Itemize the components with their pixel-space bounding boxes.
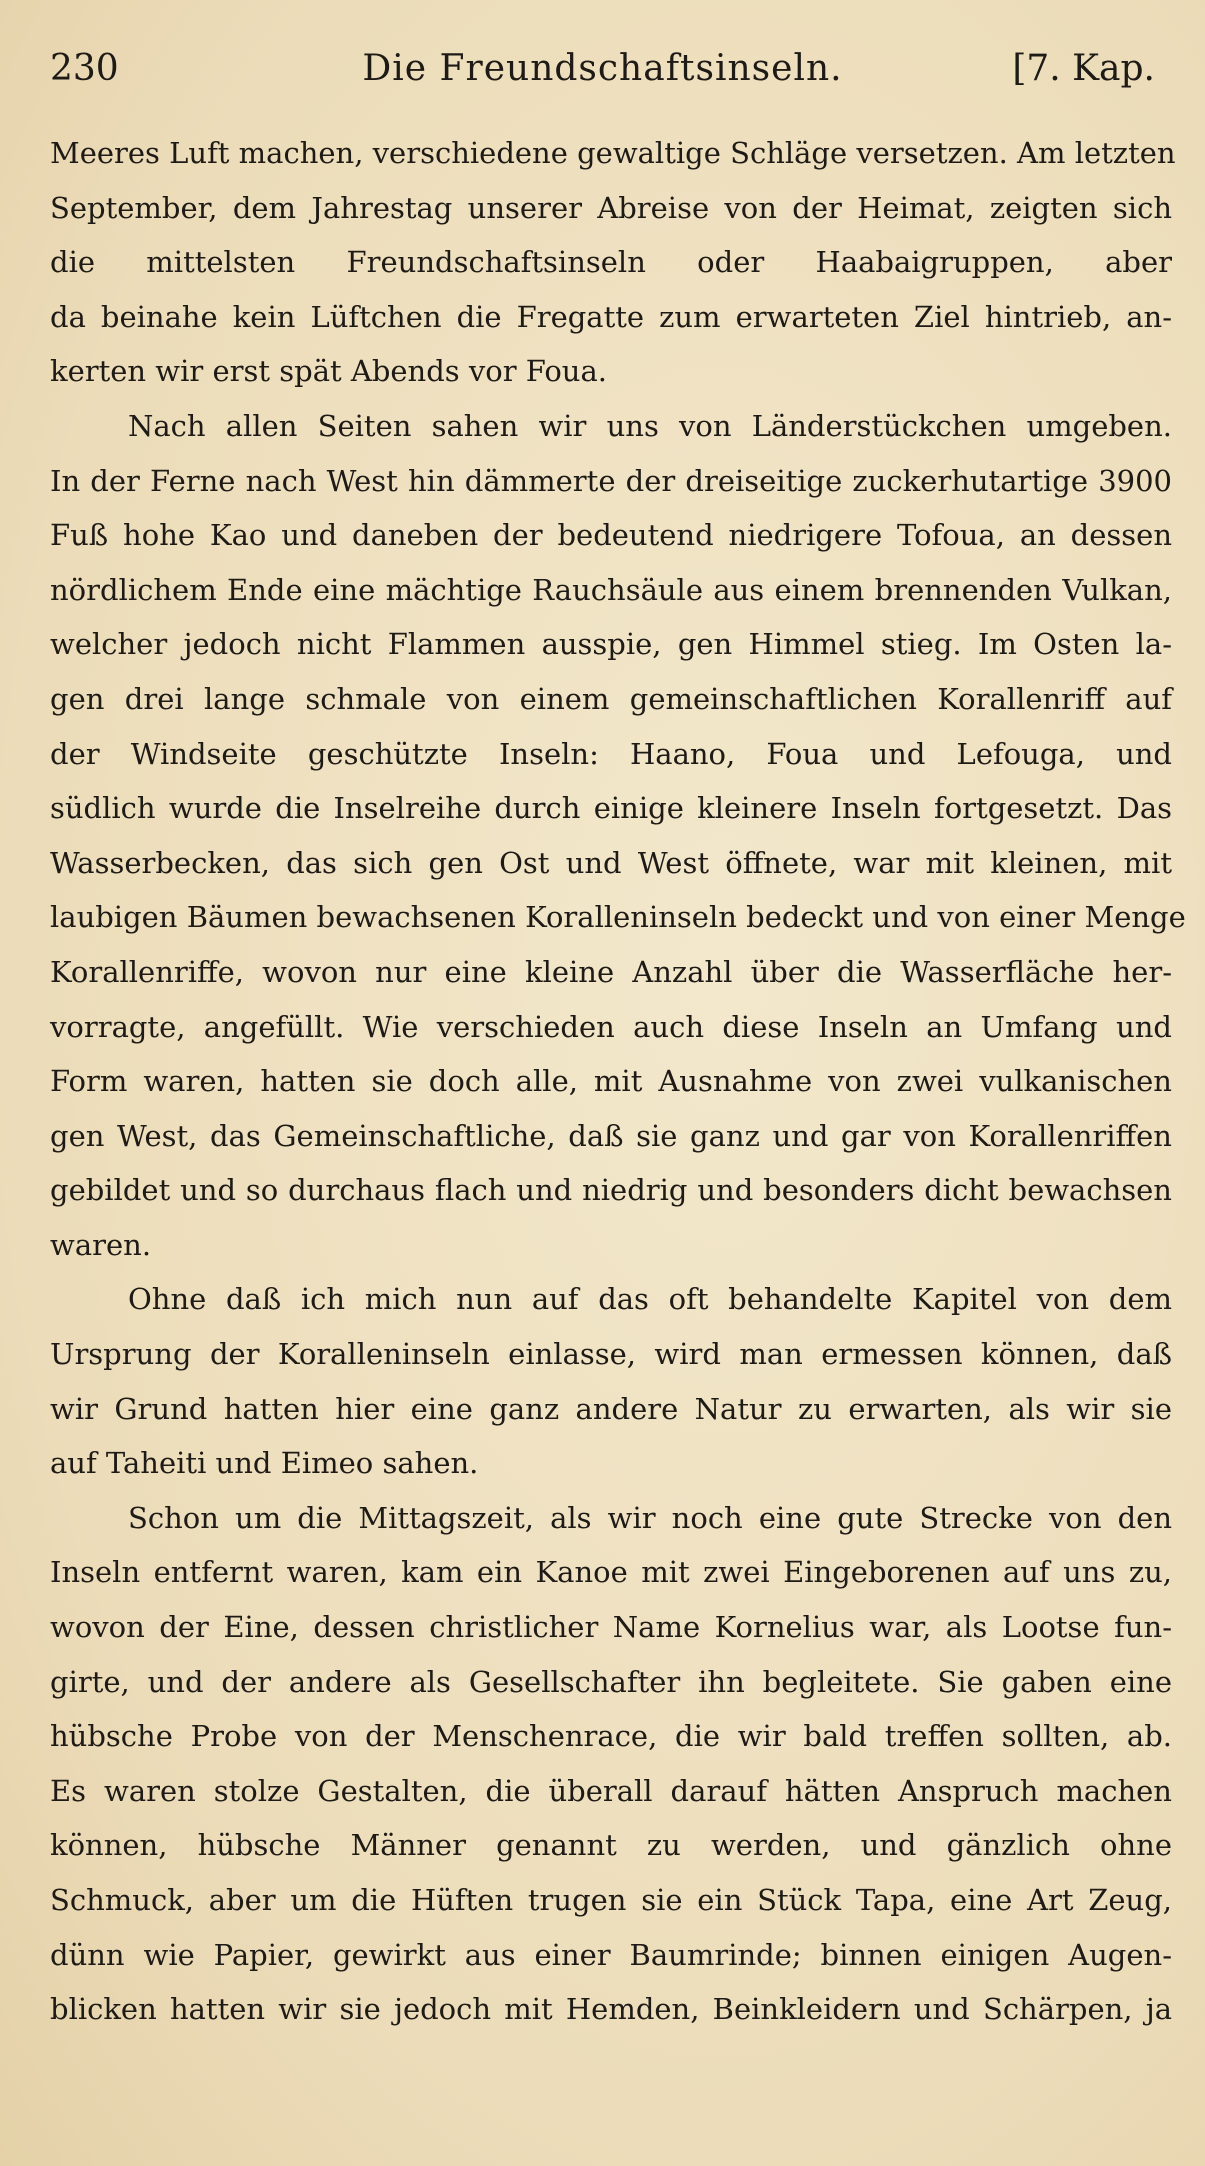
text-line: da beinahe kein Lüftchen die Fregatte zum erwarteten Ziel hintrieb, an- xyxy=(50,299,1172,334)
text-line: vorragte, angefüllt. Wie verschieden auch diese Inseln an Umfang und xyxy=(50,1009,1172,1044)
text-line: der Windseite geschützte Inseln: Haano, Foua und Lefouga, und xyxy=(50,736,1172,771)
text-line: blicken hatten wir sie jedoch mit Hemden, Beinkleidern und Schärpen, ja xyxy=(50,1992,1172,2027)
text-line: kerten wir erst spät Abends vor Foua. xyxy=(50,354,607,389)
text-line: auf Taheiti und Eimeo sahen. xyxy=(50,1446,479,1481)
text-line: Nach allen Seiten sahen wir uns von Länderstückchen umgeben. xyxy=(128,408,1172,443)
paragraph xyxy=(50,399,1186,1273)
text-line: dünn wie Papier, gewirkt aus einer Baumrinde; binnen einigen Augen- xyxy=(50,1937,1172,1972)
text-line: Fuß hohe Kao und daneben der bedeutend niedrigere Tofoua, an dessen xyxy=(50,518,1172,553)
text-line: Ursprung der Koralleninseln einlasse, wird man ermessen können, daß xyxy=(50,1337,1172,1372)
paragraph xyxy=(50,1272,1172,1490)
text-line: wovon der Eine, dessen christlicher Name Kornelius war, als Lootse fun- xyxy=(50,1610,1172,1645)
paragraph xyxy=(50,126,1176,399)
text-line: welcher jedoch nicht Flammen ausspie, gen Himmel stieg. Im Osten la- xyxy=(50,627,1172,662)
text-line: Wasserbecken, das sich gen Ost und West öffnete, war mit kleinen, mit xyxy=(50,845,1172,880)
text-line: Ohne daß ich mich nun auf das oft behandelte Kapitel von dem xyxy=(128,1282,1172,1317)
page-header xyxy=(50,48,1155,98)
text-line: die mittelsten Freundschaftsinseln oder Haabaigruppen, aber xyxy=(50,245,1172,280)
text-line: girte, und der andere als Gesellschafter ihn begleitete. Sie gaben eine xyxy=(50,1664,1172,1699)
text-line: Es waren stolze Gestalten, die überall darauf hätten Anspruch machen xyxy=(50,1773,1172,1808)
page-number: 230 xyxy=(50,48,119,89)
text-line: Inseln entfernt waren, kam ein Kanoe mit zwei Eingeborenen auf uns zu, xyxy=(50,1555,1172,1590)
paragraph xyxy=(50,1491,1172,2037)
text-line: gen drei lange schmale von einem gemeinschaftlichen Korallenriff auf xyxy=(50,681,1172,716)
body-text xyxy=(50,126,1186,2037)
text-line: gen West, das Gemeinschaftliche, daß sie ganz und gar von Korallenriffen xyxy=(50,1118,1172,1153)
text-line: In der Ferne nach West hin dämmerte der dreiseitige zuckerhutartige 3900 xyxy=(50,463,1172,498)
text-line: können, hübsche Männer genannt zu werden, und gänzlich ohne xyxy=(50,1828,1172,1863)
text-line: Meeres Luft machen, verschiedene gewaltige Schläge versetzen. Am letzten xyxy=(50,136,1176,170)
text-line: Schmuck, aber um die Hüften trugen sie ein Stück Tapa, eine Art Zeug, xyxy=(50,1883,1172,1917)
text-line: September, dem Jahrestag unserer Abreise von der Heimat, zeigten sich xyxy=(50,190,1172,225)
text-line: nördlichem Ende eine mächtige Rauchsäule aus einem brennenden Vulkan, xyxy=(50,572,1172,607)
text-line: laubigen Bäumen bewachsenen Koralleninseln bedeckt und von einer Menge xyxy=(50,900,1186,935)
text-line: gebildet und so durchaus flach und niedrig und besonders dicht bewachsen xyxy=(50,1173,1172,1208)
chapter-reference: [7. Kap. xyxy=(1012,48,1155,89)
text-line: Form waren, hatten sie doch alle, mit Ausnahme von zwei vulkanischen xyxy=(50,1064,1172,1099)
text-line: hübsche Probe von der Menschenrace, die wir bald treffen sollten, ab. xyxy=(50,1719,1172,1754)
text-line: waren. xyxy=(50,1227,152,1262)
text-line: südlich wurde die Inselreihe durch einige kleinere Inseln fortgesetzt. Das xyxy=(50,791,1172,826)
running-title: Die Freundschaftsinseln. xyxy=(362,48,843,89)
text-line: wir Grund hatten hier eine ganz andere Natur zu erwarten, als wir sie xyxy=(50,1391,1172,1426)
text-line: Korallenriffe, wovon nur eine kleine Anzahl über die Wasserfläche her- xyxy=(50,954,1172,989)
text-line: Schon um die Mittagszeit, als wir noch eine gute Strecke von den xyxy=(128,1500,1172,1535)
